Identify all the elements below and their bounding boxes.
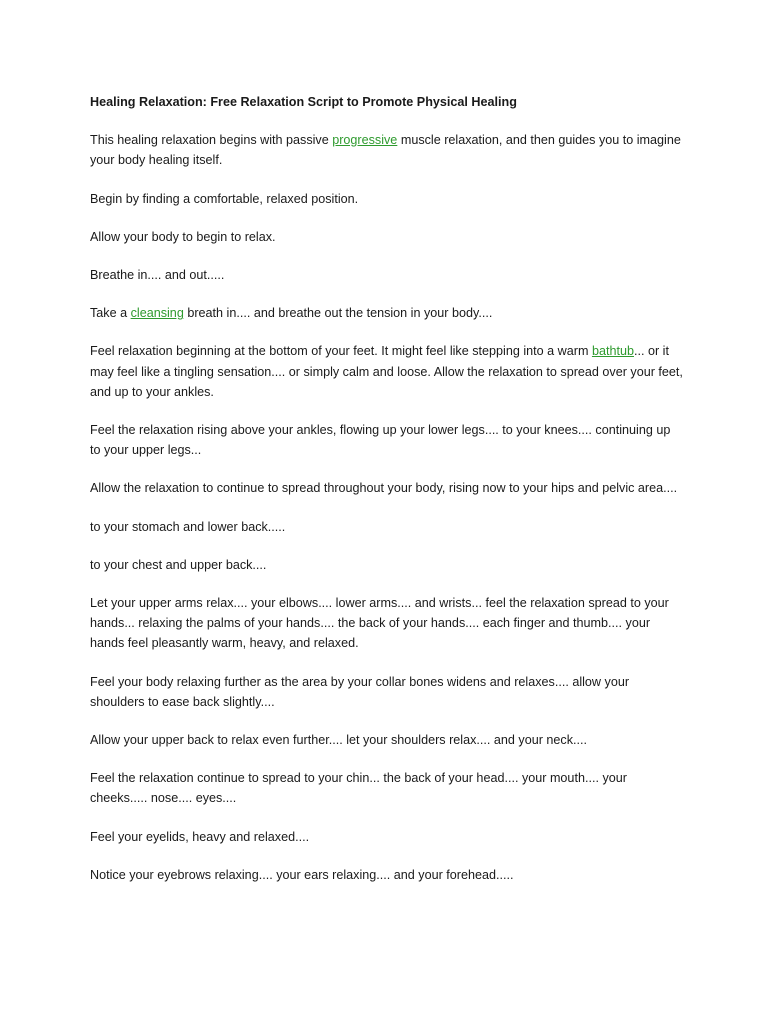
paragraph: Let your upper arms relax.... your elbows.... lower arms.... and wrists... feel the relaxation spread to your hands... relaxing the palms of your hands.... the back of your hands.... each finger and thumb.... your hands feel pleasantly warm, heavy, and relaxed. [90,596,669,651]
paragraph: Feel the relaxation rising above your ankles, flowing up your lower legs.... to your knees.... continuing up to your upper legs... [90,423,671,458]
paragraph: Breathe in.... and out..... [90,268,225,283]
paragraph: Feel your eyelids, heavy and relaxed.... [90,829,310,844]
document-title: Healing Relaxation: Free Relaxation Script to Promote Physical Healing [90,95,517,109]
paragraph: Notice your eyebrows relaxing.... your ears relaxing.... and your forehead..... [90,867,514,882]
paragraph: Begin by finding a comfortable, relaxed position. [90,191,359,206]
paragraph-text: ... or it may feel like a tingling sensation.... or simply calm and loose. Allow the relaxation to spread over your feet, and up to your ankles. [90,344,683,399]
paragraph-text: This healing relaxation begins with passive [90,133,333,148]
paragraph-text: Take a [90,306,131,321]
paragraph-cleansing [90,303,684,323]
paragraph: Allow your body to begin to relax. [90,229,276,244]
paragraph: to your chest and upper back.... [90,557,267,572]
paragraph: Allow the relaxation to continue to spread throughout your body, rising now to your hips and pelvic area.... [90,481,678,496]
paragraph-intro [90,130,684,170]
paragraph: to your stomach and lower back..... [90,519,286,534]
paragraph: Feel the relaxation continue to spread to your chin... the back of your head.... your mouth.... your cheeks..... nose.... eyes.... [90,771,627,806]
paragraph-feet [90,341,684,402]
document-page [90,92,684,903]
link-cleansing[interactable]: cleansing [130,306,184,321]
link-bathtub[interactable]: bathtub [591,344,634,359]
paragraph-text: breath in.... and breathe out the tension in your body.... [183,306,493,321]
link-progressive[interactable]: progressive [332,133,398,148]
paragraph: Feel your body relaxing further as the area by your collar bones widens and relaxes.... allow your shoulders to ease back slightly.... [90,674,630,709]
paragraph-text: muscle relaxation, and then guides you to imagine your body healing itself. [90,133,681,168]
paragraph-text: Feel relaxation beginning at the bottom of your feet. It might feel like stepping into a warm [90,344,592,359]
paragraph: Allow your upper back to relax even further.... let your shoulders relax.... and your neck.... [90,733,588,748]
